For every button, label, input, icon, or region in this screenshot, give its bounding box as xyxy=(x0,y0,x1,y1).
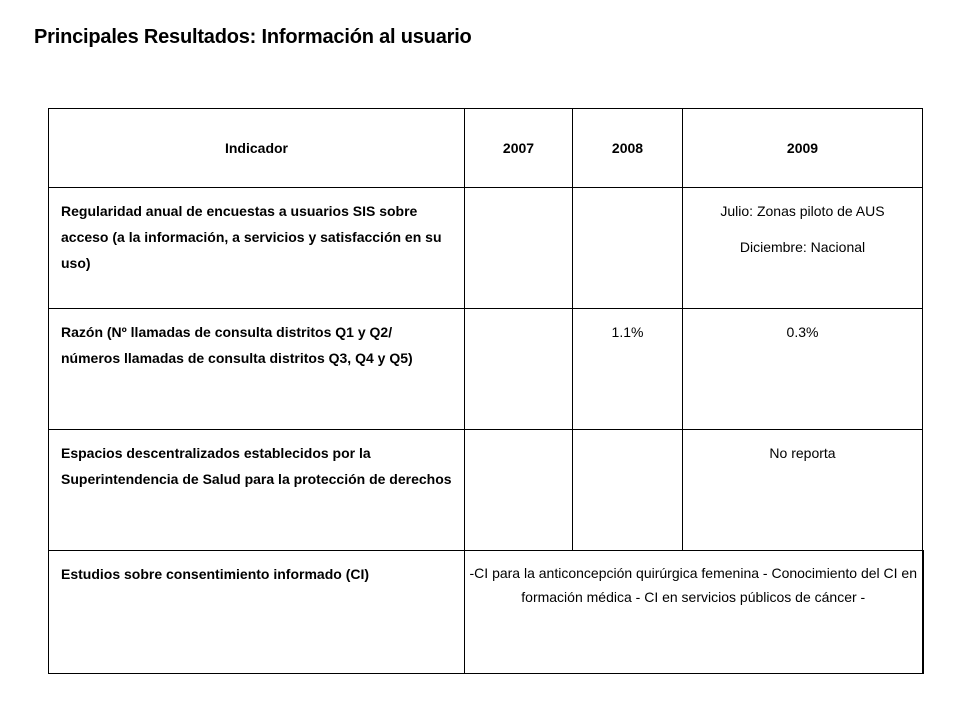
header-2009: 2009 xyxy=(683,109,923,188)
header-2007: 2007 xyxy=(465,109,573,188)
value-2008-cell: 1.1% xyxy=(573,309,683,430)
value-2009-cell: No reporta xyxy=(683,430,923,551)
merged-studies-cell xyxy=(465,551,923,674)
indicator-cell: Espacios descentralizados establecidos por la Superintendencia de Salud para la protección de derechos xyxy=(49,430,465,551)
table-header-row xyxy=(49,109,923,188)
indicator-cell: Estudios sobre consentimiento informado (CI) xyxy=(49,551,465,674)
value-2007-cell xyxy=(465,430,573,551)
header-2008: 2008 xyxy=(573,109,683,188)
table-row xyxy=(49,309,923,430)
page-title: Principales Resultados: Información al usuario xyxy=(34,26,472,48)
header-indicador: Indicador xyxy=(49,109,465,188)
value-2009-line: Diciembre: Nacional xyxy=(739,239,866,255)
study-item: - xyxy=(860,589,866,605)
results-table xyxy=(48,108,924,674)
value-2008-cell xyxy=(573,430,683,551)
value-2009-line: Julio: Zonas piloto de AUS xyxy=(720,203,885,219)
study-item: - Conocimiento del CI en formación médica xyxy=(521,565,917,605)
value-2007-cell xyxy=(465,309,573,430)
indicator-cell: Razón (Nº llamadas de consulta distritos Q1 y Q2/ números llamadas de consulta distritos Q3, Q4 y Q5) xyxy=(49,309,465,430)
table-row xyxy=(49,551,923,674)
study-item: - CI en servicios públicos de cáncer xyxy=(635,589,857,605)
study-item: -CI para la anticoncepción quirúrgica femenina xyxy=(469,565,760,581)
table-row xyxy=(49,430,923,551)
table-row xyxy=(49,188,923,309)
indicator-cell: Regularidad anual de encuestas a usuarios SIS sobre acceso (a la información, a servicios y satisfacción en su uso) xyxy=(49,188,465,309)
value-2009-cell xyxy=(683,188,923,309)
value-2009-cell: 0.3% xyxy=(683,309,923,430)
value-2008-cell xyxy=(573,188,683,309)
value-2007-cell xyxy=(465,188,573,309)
